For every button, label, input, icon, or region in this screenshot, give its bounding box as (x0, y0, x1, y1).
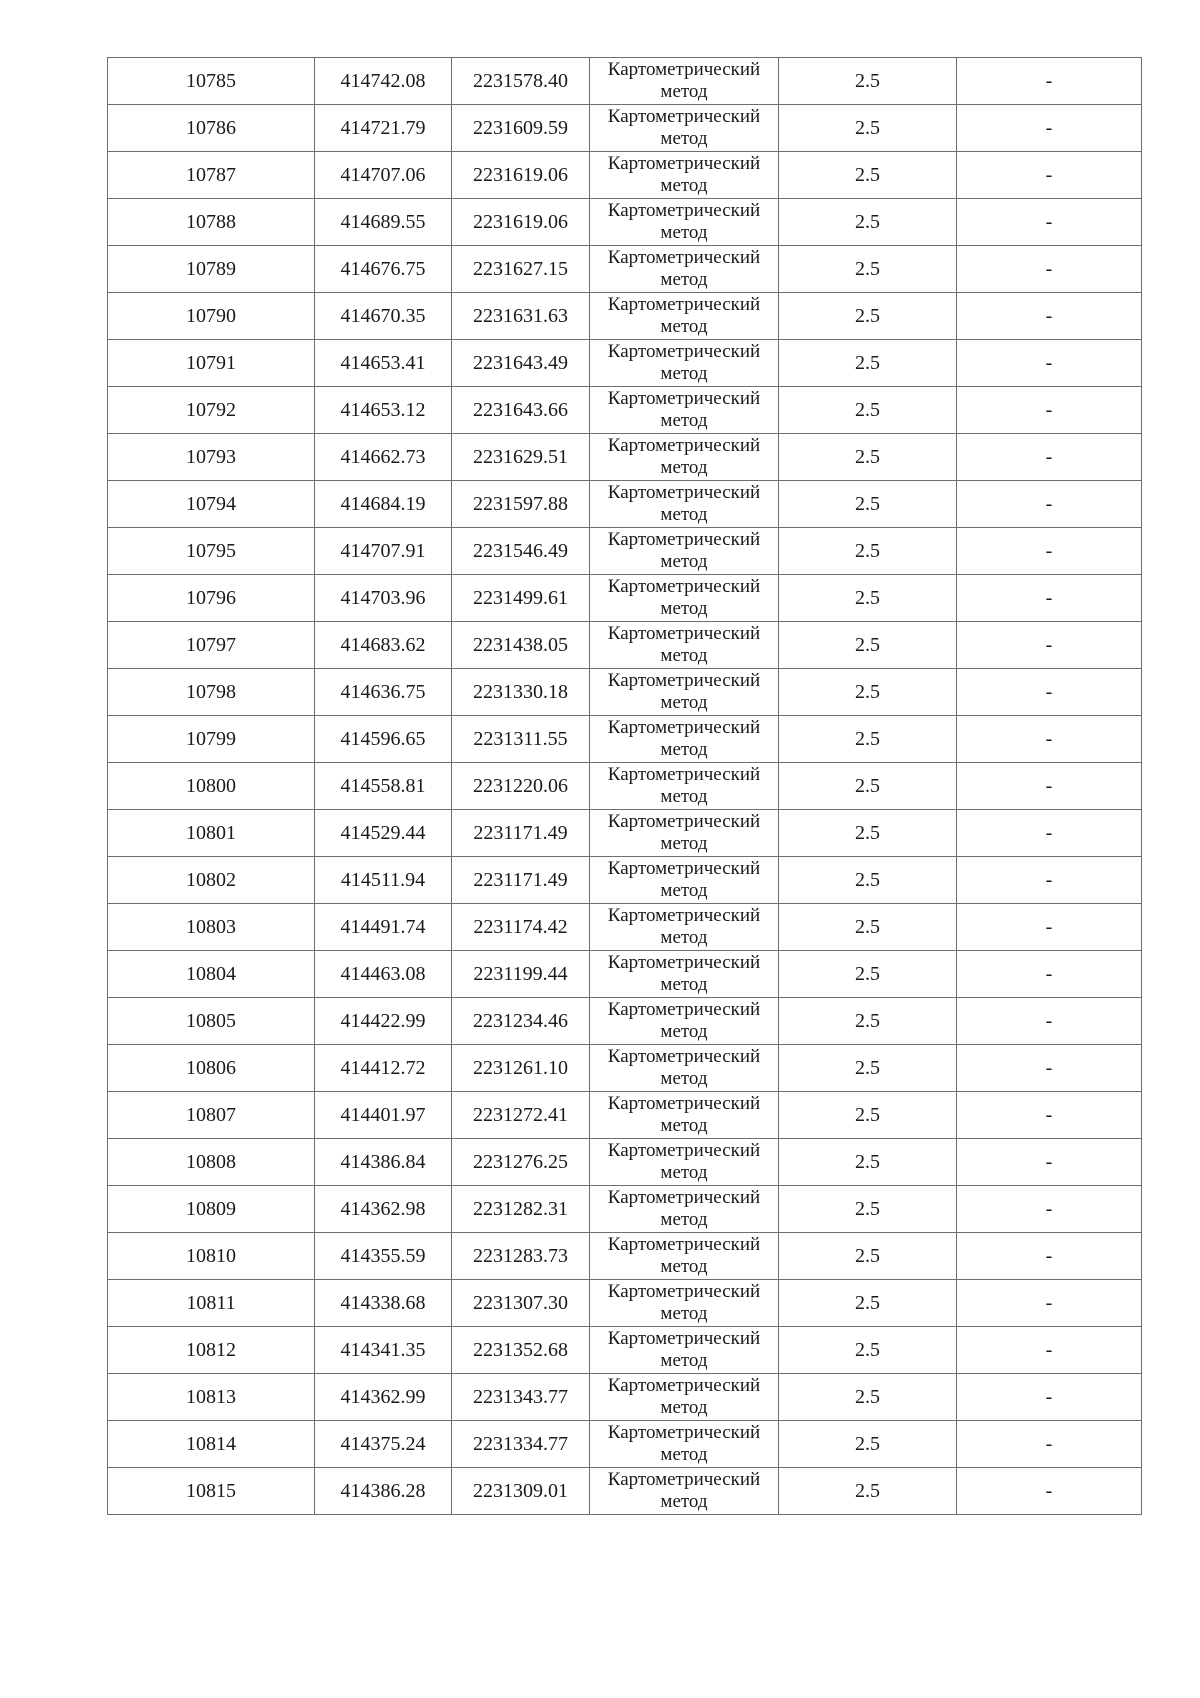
note-cell: - (957, 105, 1142, 152)
y-coordinate-cell: 2231546.49 (452, 528, 590, 575)
method-line-1: Картометрический (607, 1422, 761, 1443)
method-line-1: Картометрический (607, 1328, 761, 1349)
x-coordinate-cell: 414463.08 (315, 951, 452, 998)
accuracy-cell: 2.5 (779, 904, 957, 951)
note-cell: - (957, 1468, 1142, 1515)
accuracy-cell: 2.5 (779, 246, 957, 293)
method-cell (590, 246, 779, 293)
method-line-1: Картометрический (607, 1375, 761, 1396)
accuracy-cell: 2.5 (779, 528, 957, 575)
x-coordinate-cell: 414511.94 (315, 857, 452, 904)
method-line-2: метод (660, 128, 708, 149)
note-cell: - (957, 1374, 1142, 1421)
note-cell: - (957, 904, 1142, 951)
accuracy-cell: 2.5 (779, 669, 957, 716)
method-line-1: Картометрический (607, 1187, 761, 1208)
method-line-1: Картометрический (607, 200, 761, 221)
method-line-2: метод (660, 739, 708, 760)
method-line-2: метод (660, 692, 708, 713)
y-coordinate-cell: 2231307.30 (452, 1280, 590, 1327)
point-number-cell: 10802 (108, 857, 315, 904)
table-row (108, 528, 1142, 575)
accuracy-cell: 2.5 (779, 481, 957, 528)
accuracy-cell: 2.5 (779, 340, 957, 387)
accuracy-cell: 2.5 (779, 951, 957, 998)
table-row (108, 1374, 1142, 1421)
method-line-1: Картометрический (607, 905, 761, 926)
coordinates-table (107, 57, 1142, 1515)
x-coordinate-cell: 414707.91 (315, 528, 452, 575)
point-number-cell: 10787 (108, 152, 315, 199)
x-coordinate-cell: 414689.55 (315, 199, 452, 246)
method-line-1: Картометрический (607, 1469, 761, 1490)
table-row (108, 716, 1142, 763)
note-cell: - (957, 1045, 1142, 1092)
table-row (108, 434, 1142, 481)
note-cell: - (957, 58, 1142, 105)
accuracy-cell: 2.5 (779, 763, 957, 810)
y-coordinate-cell: 2231643.66 (452, 387, 590, 434)
method-line-2: метод (660, 457, 708, 478)
method-line-2: метод (660, 1256, 708, 1277)
method-line-1: Картометрический (607, 247, 761, 268)
point-number-cell: 10794 (108, 481, 315, 528)
table-row (108, 1327, 1142, 1374)
y-coordinate-cell: 2231352.68 (452, 1327, 590, 1374)
table-row (108, 763, 1142, 810)
note-cell: - (957, 340, 1142, 387)
x-coordinate-cell: 414422.99 (315, 998, 452, 1045)
note-cell: - (957, 528, 1142, 575)
method-line-2: метод (660, 1115, 708, 1136)
y-coordinate-cell: 2231199.44 (452, 951, 590, 998)
note-cell: - (957, 669, 1142, 716)
y-coordinate-cell: 2231171.49 (452, 810, 590, 857)
point-number-cell: 10790 (108, 293, 315, 340)
table-row (108, 857, 1142, 904)
method-line-2: метод (660, 786, 708, 807)
note-cell: - (957, 152, 1142, 199)
method-line-2: метод (660, 645, 708, 666)
method-cell (590, 293, 779, 340)
point-number-cell: 10791 (108, 340, 315, 387)
method-cell (590, 998, 779, 1045)
method-line-1: Картометрический (607, 529, 761, 550)
method-line-1: Картометрический (607, 388, 761, 409)
table-row (108, 387, 1142, 434)
accuracy-cell: 2.5 (779, 152, 957, 199)
y-coordinate-cell: 2231334.77 (452, 1421, 590, 1468)
point-number-cell: 10788 (108, 199, 315, 246)
method-line-2: метод (660, 974, 708, 995)
method-cell (590, 904, 779, 951)
x-coordinate-cell: 414375.24 (315, 1421, 452, 1468)
x-coordinate-cell: 414703.96 (315, 575, 452, 622)
note-cell: - (957, 293, 1142, 340)
x-coordinate-cell: 414742.08 (315, 58, 452, 105)
x-coordinate-cell: 414362.98 (315, 1186, 452, 1233)
method-line-2: метод (660, 1021, 708, 1042)
accuracy-cell: 2.5 (779, 434, 957, 481)
y-coordinate-cell: 2231629.51 (452, 434, 590, 481)
y-coordinate-cell: 2231283.73 (452, 1233, 590, 1280)
method-cell (590, 105, 779, 152)
table-row (108, 622, 1142, 669)
note-cell: - (957, 998, 1142, 1045)
table-row (108, 1421, 1142, 1468)
accuracy-cell: 2.5 (779, 998, 957, 1045)
y-coordinate-cell: 2231619.06 (452, 152, 590, 199)
y-coordinate-cell: 2231171.49 (452, 857, 590, 904)
method-line-1: Картометрический (607, 1093, 761, 1114)
accuracy-cell: 2.5 (779, 575, 957, 622)
method-cell (590, 1092, 779, 1139)
y-coordinate-cell: 2231311.55 (452, 716, 590, 763)
method-line-2: метод (660, 1491, 708, 1512)
y-coordinate-cell: 2231619.06 (452, 199, 590, 246)
method-cell (590, 199, 779, 246)
table-row (108, 152, 1142, 199)
accuracy-cell: 2.5 (779, 199, 957, 246)
x-coordinate-cell: 414683.62 (315, 622, 452, 669)
accuracy-cell: 2.5 (779, 857, 957, 904)
method-line-2: метод (660, 598, 708, 619)
y-coordinate-cell: 2231272.41 (452, 1092, 590, 1139)
note-cell: - (957, 575, 1142, 622)
method-cell (590, 1468, 779, 1515)
table-row (108, 1045, 1142, 1092)
accuracy-cell: 2.5 (779, 293, 957, 340)
method-line-2: метод (660, 81, 708, 102)
accuracy-cell: 2.5 (779, 1139, 957, 1186)
method-cell (590, 481, 779, 528)
x-coordinate-cell: 414386.28 (315, 1468, 452, 1515)
point-number-cell: 10803 (108, 904, 315, 951)
table-row (108, 58, 1142, 105)
method-line-1: Картометрический (607, 623, 761, 644)
point-number-cell: 10813 (108, 1374, 315, 1421)
point-number-cell: 10792 (108, 387, 315, 434)
y-coordinate-cell: 2231609.59 (452, 105, 590, 152)
table-row (108, 904, 1142, 951)
note-cell: - (957, 481, 1142, 528)
point-number-cell: 10786 (108, 105, 315, 152)
method-cell (590, 152, 779, 199)
accuracy-cell: 2.5 (779, 105, 957, 152)
table-row (108, 669, 1142, 716)
table-row (108, 481, 1142, 528)
x-coordinate-cell: 414596.65 (315, 716, 452, 763)
method-line-1: Картометрический (607, 576, 761, 597)
method-line-1: Картометрический (607, 482, 761, 503)
method-line-1: Картометрический (607, 59, 761, 80)
method-cell (590, 575, 779, 622)
point-number-cell: 10812 (108, 1327, 315, 1374)
accuracy-cell: 2.5 (779, 1092, 957, 1139)
x-coordinate-cell: 414653.12 (315, 387, 452, 434)
point-number-cell: 10799 (108, 716, 315, 763)
method-cell (590, 716, 779, 763)
point-number-cell: 10797 (108, 622, 315, 669)
accuracy-cell: 2.5 (779, 1468, 957, 1515)
table-row (108, 1092, 1142, 1139)
table-row (108, 199, 1142, 246)
method-cell (590, 669, 779, 716)
method-cell (590, 58, 779, 105)
method-cell (590, 1421, 779, 1468)
method-line-2: метод (660, 880, 708, 901)
method-cell (590, 528, 779, 575)
method-cell (590, 387, 779, 434)
y-coordinate-cell: 2231282.31 (452, 1186, 590, 1233)
method-line-2: метод (660, 927, 708, 948)
x-coordinate-cell: 414670.35 (315, 293, 452, 340)
point-number-cell: 10806 (108, 1045, 315, 1092)
note-cell: - (957, 1421, 1142, 1468)
accuracy-cell: 2.5 (779, 716, 957, 763)
y-coordinate-cell: 2231627.15 (452, 246, 590, 293)
method-cell (590, 951, 779, 998)
x-coordinate-cell: 414676.75 (315, 246, 452, 293)
note-cell: - (957, 716, 1142, 763)
method-line-1: Картометрический (607, 999, 761, 1020)
point-number-cell: 10804 (108, 951, 315, 998)
y-coordinate-cell: 2231343.77 (452, 1374, 590, 1421)
note-cell: - (957, 1186, 1142, 1233)
note-cell: - (957, 1233, 1142, 1280)
x-coordinate-cell: 414338.68 (315, 1280, 452, 1327)
coordinates-table-body (108, 58, 1142, 1515)
method-line-2: метод (660, 1209, 708, 1230)
point-number-cell: 10808 (108, 1139, 315, 1186)
table-row (108, 340, 1142, 387)
note-cell: - (957, 246, 1142, 293)
method-line-1: Картометрический (607, 670, 761, 691)
method-line-2: метод (660, 175, 708, 196)
method-line-1: Картометрический (607, 435, 761, 456)
point-number-cell: 10809 (108, 1186, 315, 1233)
table-row (108, 105, 1142, 152)
point-number-cell: 10807 (108, 1092, 315, 1139)
y-coordinate-cell: 2231309.01 (452, 1468, 590, 1515)
method-line-1: Картометрический (607, 717, 761, 738)
table-row (108, 1468, 1142, 1515)
y-coordinate-cell: 2231330.18 (452, 669, 590, 716)
point-number-cell: 10793 (108, 434, 315, 481)
y-coordinate-cell: 2231499.61 (452, 575, 590, 622)
x-coordinate-cell: 414491.74 (315, 904, 452, 951)
point-number-cell: 10801 (108, 810, 315, 857)
note-cell: - (957, 951, 1142, 998)
table-row (108, 246, 1142, 293)
method-line-1: Картометрический (607, 1281, 761, 1302)
accuracy-cell: 2.5 (779, 1280, 957, 1327)
method-line-1: Картометрический (607, 1140, 761, 1161)
y-coordinate-cell: 2231234.46 (452, 998, 590, 1045)
method-line-2: метод (660, 1303, 708, 1324)
method-cell (590, 810, 779, 857)
x-coordinate-cell: 414636.75 (315, 669, 452, 716)
x-coordinate-cell: 414662.73 (315, 434, 452, 481)
point-number-cell: 10798 (108, 669, 315, 716)
method-line-1: Картометрический (607, 153, 761, 174)
y-coordinate-cell: 2231438.05 (452, 622, 590, 669)
method-line-2: метод (660, 1444, 708, 1465)
method-line-1: Картометрический (607, 811, 761, 832)
method-line-1: Картометрический (607, 294, 761, 315)
method-cell (590, 1327, 779, 1374)
method-line-2: метод (660, 410, 708, 431)
note-cell: - (957, 199, 1142, 246)
method-line-2: метод (660, 551, 708, 572)
method-cell (590, 340, 779, 387)
method-line-2: метод (660, 1350, 708, 1371)
accuracy-cell: 2.5 (779, 1233, 957, 1280)
method-line-2: метод (660, 1162, 708, 1183)
y-coordinate-cell: 2231597.88 (452, 481, 590, 528)
note-cell: - (957, 1280, 1142, 1327)
x-coordinate-cell: 414529.44 (315, 810, 452, 857)
method-line-2: метод (660, 363, 708, 384)
point-number-cell: 10800 (108, 763, 315, 810)
accuracy-cell: 2.5 (779, 622, 957, 669)
table-row (108, 951, 1142, 998)
point-number-cell: 10795 (108, 528, 315, 575)
x-coordinate-cell: 414684.19 (315, 481, 452, 528)
point-number-cell: 10796 (108, 575, 315, 622)
y-coordinate-cell: 2231276.25 (452, 1139, 590, 1186)
note-cell: - (957, 434, 1142, 481)
y-coordinate-cell: 2231578.40 (452, 58, 590, 105)
method-line-1: Картометрический (607, 1234, 761, 1255)
method-line-2: метод (660, 316, 708, 337)
y-coordinate-cell: 2231643.49 (452, 340, 590, 387)
y-coordinate-cell: 2231261.10 (452, 1045, 590, 1092)
method-line-2: метод (660, 222, 708, 243)
table-row (108, 293, 1142, 340)
x-coordinate-cell: 414355.59 (315, 1233, 452, 1280)
accuracy-cell: 2.5 (779, 58, 957, 105)
y-coordinate-cell: 2231174.42 (452, 904, 590, 951)
x-coordinate-cell: 414707.06 (315, 152, 452, 199)
point-number-cell: 10789 (108, 246, 315, 293)
method-cell (590, 1233, 779, 1280)
accuracy-cell: 2.5 (779, 810, 957, 857)
method-cell (590, 763, 779, 810)
method-cell (590, 1045, 779, 1092)
accuracy-cell: 2.5 (779, 1186, 957, 1233)
table-row (108, 998, 1142, 1045)
table-row (108, 1139, 1142, 1186)
method-cell (590, 1374, 779, 1421)
method-line-1: Картометрический (607, 341, 761, 362)
point-number-cell: 10805 (108, 998, 315, 1045)
x-coordinate-cell: 414401.97 (315, 1092, 452, 1139)
note-cell: - (957, 857, 1142, 904)
note-cell: - (957, 810, 1142, 857)
table-row (108, 810, 1142, 857)
method-cell (590, 434, 779, 481)
method-line-2: метод (660, 504, 708, 525)
accuracy-cell: 2.5 (779, 1421, 957, 1468)
accuracy-cell: 2.5 (779, 1327, 957, 1374)
method-line-2: метод (660, 269, 708, 290)
point-number-cell: 10814 (108, 1421, 315, 1468)
table-row (108, 575, 1142, 622)
point-number-cell: 10785 (108, 58, 315, 105)
x-coordinate-cell: 414341.35 (315, 1327, 452, 1374)
accuracy-cell: 2.5 (779, 1374, 957, 1421)
accuracy-cell: 2.5 (779, 387, 957, 434)
method-cell (590, 1139, 779, 1186)
point-number-cell: 10810 (108, 1233, 315, 1280)
method-line-1: Картометрический (607, 1046, 761, 1067)
note-cell: - (957, 763, 1142, 810)
x-coordinate-cell: 414721.79 (315, 105, 452, 152)
y-coordinate-cell: 2231631.63 (452, 293, 590, 340)
method-cell (590, 622, 779, 669)
x-coordinate-cell: 414412.72 (315, 1045, 452, 1092)
table-row (108, 1186, 1142, 1233)
point-number-cell: 10815 (108, 1468, 315, 1515)
note-cell: - (957, 622, 1142, 669)
note-cell: - (957, 1092, 1142, 1139)
x-coordinate-cell: 414653.41 (315, 340, 452, 387)
x-coordinate-cell: 414362.99 (315, 1374, 452, 1421)
method-line-1: Картометрический (607, 764, 761, 785)
table-row (108, 1233, 1142, 1280)
method-cell (590, 1280, 779, 1327)
y-coordinate-cell: 2231220.06 (452, 763, 590, 810)
x-coordinate-cell: 414558.81 (315, 763, 452, 810)
table-row (108, 1280, 1142, 1327)
method-line-1: Картометрический (607, 106, 761, 127)
method-line-1: Картометрический (607, 858, 761, 879)
accuracy-cell: 2.5 (779, 1045, 957, 1092)
method-cell (590, 857, 779, 904)
method-line-1: Картометрический (607, 952, 761, 973)
method-line-2: метод (660, 1068, 708, 1089)
note-cell: - (957, 1139, 1142, 1186)
point-number-cell: 10811 (108, 1280, 315, 1327)
note-cell: - (957, 387, 1142, 434)
method-cell (590, 1186, 779, 1233)
method-line-2: метод (660, 1397, 708, 1418)
method-line-2: метод (660, 833, 708, 854)
note-cell: - (957, 1327, 1142, 1374)
x-coordinate-cell: 414386.84 (315, 1139, 452, 1186)
